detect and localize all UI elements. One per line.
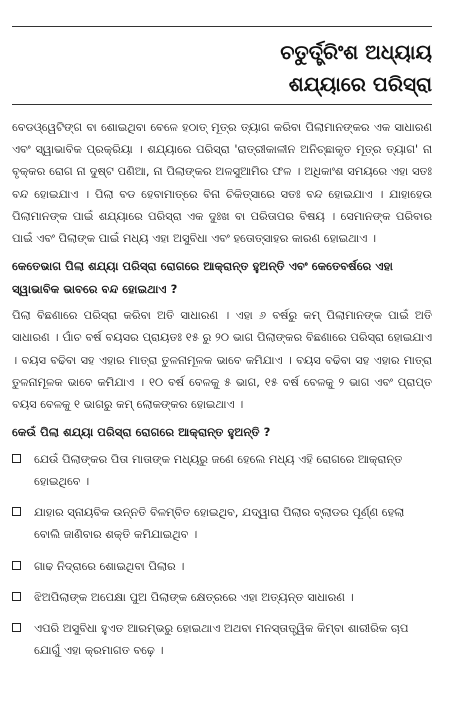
list-item-text: ଯେଉଁ ପିଲାଙ୍କର ପିତା ମାତାଙ୍କ ମଧ୍ୟରୁ ଜଣେ ହେଲେ ମଧ୍ୟ ଏହି ରୋଗରେ ଆକ୍ରାନ୍ତ ହୋଇଥିବେ । [34,451,403,488]
section-heading-prevalence: କେତେଭାଗ ପିଲା ଶଯ୍ୟା ପରିସ୍ରା ରୋଗରେ ଆକ୍ରାନ୍ତ ହୁଅନ୍ତି ଏବଂ କେତେବର୍ଷରେ ଏହା ସ୍ୱାଭାବିକ ଭାବରେ ବନ୍ଦ ହୋଇଥାଏ ? [12,259,393,296]
list-item-text: ଏପରି ଅସୁବିଧା ହୁଏତ ଆରମ୍ଭରୁ ହୋଇଥାଏ ଅଥବା ମନସ୍ତାତ୍ତ୍ୱିକ କିମ୍ବା ଶାରୀରିକ ଚାପ ଯୋଗୁଁ ଏହା କ୍ରମାଗତ ବଢ଼େ । [34,620,409,658]
checkbox-icon [12,561,21,570]
chapter-body [12,116,432,670]
prevalence-paragraph: ପିଲା ବିଛଣାରେ ପରିସ୍ରା କରିବା ଅତି ସାଧାରଣ । ଏହା ୬ ବର୍ଷରୁ କମ୍ ପିଲାମାନଙ୍କ ପାଇଁ ଅତି ସାଧାରଣ । ପାଁଚ ବର୍ଷ ବୟସର ପ୍ରାୟତଃ ୧୫ ରୁ ୨୦ ଭାଗ ପିଲାଙ୍କର ବିଛଣାରେ ପରିସ୍ରା ହୋଇଯାଏ । ବୟସ ବଢିବା ସହ ଏହାର ମାତ୍ରା ତୁଳନାମୂଳକ ଭାବେ କମିଯାଏ । ବୟସ ବଢିବା ସହ ଏହାର ମାତ୍ରା ତୁଳନାମୂଳକ ଭାବେ କମିଯାଏ । ୧୦ ବର୍ଷ ବେଳକୁ ୫ ଭାଗ, ୧୫ ବର୍ଷ ବେଳକୁ ୨ ଭାଗ ଏବଂ ପ୍ରାପ୍ତ ବୟସ ବେଳକୁ ୧ ଭାଗରୁ କମ୍ ଲୋକଙ୍କର ହୋଇଥାଏ । [12,308,432,412]
checkbox-icon [12,623,21,632]
checkbox-icon [12,507,21,516]
chapter-number: ଚତୁର୍ତ୍ତ୍ରିଂଶ ଅଧ୍ୟାୟ [280,40,432,64]
chapter-header [280,36,432,100]
list-item [12,586,432,608]
list-item [12,617,432,661]
list-item [12,448,432,492]
checkbox-icon [12,454,21,463]
chapter-title: ଶଯ୍ୟାରେ ପରିସ୍ରା [288,72,432,96]
header-bottom-rule [12,104,432,105]
list-item [12,555,432,577]
list-item-text: ଗାଢ ନିଦ୍ରାରେ ଶୋଇଥିବା ପିଲାର । [34,558,185,573]
list-item [12,501,432,545]
section-heading-who-affected: କେଉଁ ପିଲା ଶଯ୍ୟା ପରିସ୍ରା ରୋଗରେ ଆକ୍ରାନ୍ତ ହୁଅନ୍ତି ? [12,425,271,440]
top-rule [12,26,432,27]
checkbox-icon [12,592,21,601]
list-item-text: ଝିଅପିଲାଙ୍କ ଅପେକ୍ଷା ପୁଅ ପିଲାଙ୍କ କ୍ଷେତ୍ରରେ ଏହା ଅତ୍ୟନ୍ତ ସାଧାରଣ । [34,589,354,604]
risk-factor-list [12,448,432,662]
list-item-text: ଯାହାର ସ୍ନାୟବିକ ଉନ୍ନତି ବିଳମ୍ବିତ ହୋଇଥିବ, ଯଦ୍ୱାରା ପିଲାର ବ୍ଲାଡର ପୂର୍ଣ୍ଣ ହେଲା ବୋଲି ଜାଣିବାର ଶକ୍ତି କମିଯାଇଥିବ । [34,505,405,542]
intro-paragraph: ବେଡଓ୍ୱେଟିଙ୍ଗ ବା ଶୋଇଥିବା ବେଳେ ହଠାତ୍ ମୂତ୍ର ତ୍ୟାଗ କରିବା ପିଲାମାନଙ୍କର ଏକ ସାଧାରଣ ଏବଂ ସ୍ୱାଭାବିକ ପ୍ରକ୍ରିୟା । ଶଯ୍ୟାରେ ପରିସ୍ରା 'ରାତ୍ରୀକାଳୀନ ଅନିଚ୍ଛାକୃତ ମୂତ୍ର ତ୍ୟାଗ' ନା ବୃକ୍କର ରୋଗ ନା ଦୁଷ୍ଟ ପଣିଆ, ନା ପିଲାଙ୍କର ଅଳସୁଆମିର ଫଳ । ଅଧିକାଂଶ ସମୟରେ ଏହା ସତଃ ବନ୍ଦ ହୋଇଯାଏ । ପିଲା ବଡ ହେବାମାତ୍ରେ ବିନା ଚିକିତ୍ସାରେ ସତଃ ବନ୍ଦ ହୋଇଯାଏ । ଯାହାହେଉ ପିଲାମାନଙ୍କ ପାଇଁ ଶଯ୍ୟାରେ ପରିସ୍ରା ଏକ ଦୁଃଖ ବା ପରିତାପର ବିଷୟ । ସେମାନଙ୍କ ପରିବାର ପାଇଁ ଏବଂ ପିଲାଙ୍କ ପାଇଁ ମଧ୍ୟ ଏହା ଅସୁବିଧା ଏବଂ ହତୋତ୍ସାହର କାରଣ ହୋଇଥାଏ । [12,120,432,246]
